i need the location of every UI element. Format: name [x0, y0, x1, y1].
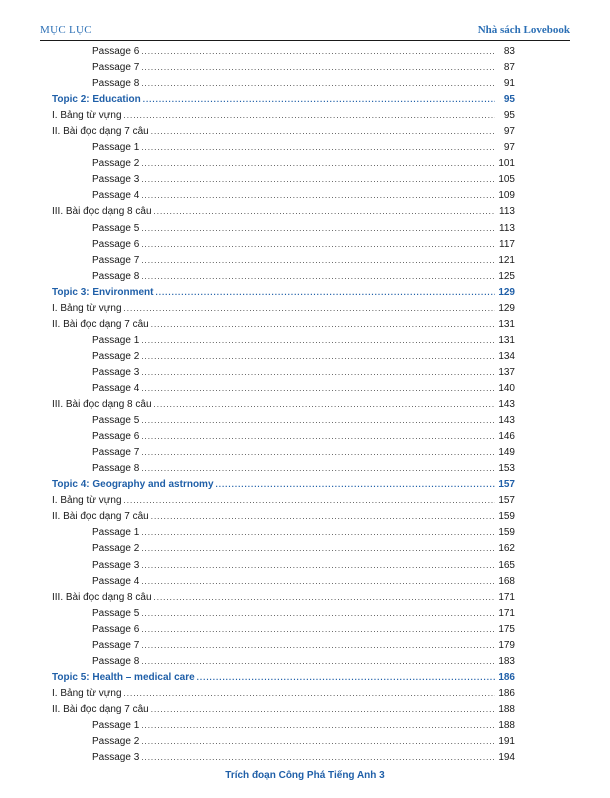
toc-entry-page-number: 113	[499, 206, 515, 218]
header-toc-title: MỤC LỤC	[40, 24, 92, 36]
toc-entry-label: Passage 4	[92, 382, 140, 394]
toc-entry-page-number: 143	[498, 399, 515, 411]
toc-entry-page-number: 91	[503, 78, 515, 90]
toc-entry-section[interactable]	[52, 301, 515, 317]
toc-entry-label: Passage 1	[92, 527, 140, 539]
toc-entry-label: Passage 3	[92, 174, 140, 186]
toc-entry-label: Passage 3	[92, 559, 140, 571]
dot-leader	[141, 253, 495, 269]
toc-entry-passage[interactable]	[52, 429, 515, 445]
toc-entry-label: I. Bảng từ vựng	[52, 110, 122, 122]
toc-entry-label: Passage 3	[92, 366, 140, 378]
toc-entry-label: Passage 4	[92, 190, 140, 202]
dot-leader	[141, 237, 495, 253]
toc-entry-label: II. Bài đọc dạng 7 câu	[52, 126, 149, 138]
toc-entry-passage[interactable]	[52, 221, 515, 237]
dot-leader	[124, 108, 495, 124]
dot-leader	[141, 654, 495, 670]
page-header	[40, 24, 570, 41]
dot-leader	[141, 718, 495, 734]
toc-entry-passage[interactable]	[52, 541, 515, 557]
toc-entry-page-number: 153	[498, 463, 515, 475]
dot-leader	[141, 140, 495, 156]
toc-entry-label: Passage 5	[92, 415, 140, 427]
toc-entry-passage[interactable]	[52, 381, 515, 397]
toc-entry-page-number: 159	[498, 511, 515, 523]
dot-leader	[124, 493, 495, 509]
page-footer: Trích đoạn Công Phá Tiếng Anh 3	[225, 770, 385, 781]
toc-entry-passage[interactable]	[52, 718, 515, 734]
dot-leader	[216, 477, 495, 493]
toc-entry-label: Passage 8	[92, 463, 140, 475]
dot-leader	[141, 734, 495, 750]
table-of-contents	[52, 44, 515, 766]
dot-leader	[141, 188, 495, 204]
dot-leader	[141, 349, 495, 365]
toc-entry-page-number: 171	[498, 591, 515, 603]
toc-entry-page-number: 175	[498, 623, 515, 635]
toc-entry-passage[interactable]	[52, 253, 515, 269]
dot-leader	[141, 606, 495, 622]
toc-entry-page-number: 183	[498, 655, 515, 667]
toc-entry-label: Topic 3: Environment	[52, 286, 154, 298]
toc-entry-topic[interactable]	[52, 477, 515, 493]
toc-entry-page-number: 131	[498, 318, 515, 330]
dot-leader	[141, 381, 495, 397]
toc-entry-passage[interactable]	[52, 461, 515, 477]
dot-leader	[156, 285, 496, 301]
toc-entry-page-number: 131	[498, 334, 515, 346]
toc-entry-topic[interactable]	[52, 285, 515, 301]
dot-leader	[151, 702, 495, 718]
toc-entry-page-number: 129	[498, 302, 515, 314]
toc-entry-label: III. Bài đọc dạng 8 câu	[52, 399, 152, 411]
dot-leader	[141, 429, 495, 445]
toc-entry-page-number: 117	[499, 238, 515, 250]
toc-entry-page-number: 129	[498, 286, 515, 298]
toc-entry-section[interactable]	[52, 590, 515, 606]
toc-entry-section[interactable]	[52, 686, 515, 702]
toc-entry-page-number: 121	[498, 254, 515, 266]
toc-entry-passage[interactable]	[52, 269, 515, 285]
toc-entry-label: Passage 6	[92, 431, 140, 443]
dot-leader	[141, 333, 495, 349]
toc-entry-passage[interactable]	[52, 413, 515, 429]
header-publisher: Nhà sách Lovebook	[477, 24, 570, 36]
toc-entry-label: Passage 7	[92, 254, 140, 266]
toc-entry-topic[interactable]	[52, 92, 515, 108]
toc-entry-label: Passage 3	[92, 752, 140, 764]
toc-entry-label: Passage 2	[92, 158, 140, 170]
dot-leader	[141, 638, 495, 654]
toc-entry-passage[interactable]	[52, 734, 515, 750]
dot-leader	[141, 461, 495, 477]
dot-leader	[143, 92, 495, 108]
toc-entry-page-number: 105	[498, 174, 515, 186]
toc-entry-section[interactable]	[52, 702, 515, 718]
toc-entry-page-number: 159	[498, 527, 515, 539]
toc-entry-label: Passage 7	[92, 447, 140, 459]
dot-leader	[151, 317, 495, 333]
toc-entry-section[interactable]	[52, 108, 515, 124]
dot-leader	[154, 204, 495, 220]
toc-entry-page-number: 140	[498, 382, 515, 394]
dot-leader	[141, 622, 495, 638]
toc-entry-page-number: 97	[503, 126, 515, 138]
toc-entry-passage[interactable]	[52, 638, 515, 654]
dot-leader	[154, 590, 495, 606]
dot-leader	[141, 750, 495, 766]
dot-leader	[197, 670, 495, 686]
toc-entry-page-number: 97	[503, 142, 515, 154]
toc-entry-label: Passage 8	[92, 655, 140, 667]
dot-leader	[141, 541, 495, 557]
toc-entry-page-number: 109	[498, 190, 515, 202]
toc-entry-passage[interactable]	[52, 654, 515, 670]
toc-entry-label: Passage 4	[92, 575, 140, 587]
toc-entry-page-number: 125	[498, 270, 515, 282]
toc-entry-label: I. Bảng từ vựng	[52, 687, 122, 699]
toc-entry-passage[interactable]	[52, 333, 515, 349]
dot-leader	[141, 156, 495, 172]
toc-entry-section[interactable]	[52, 493, 515, 509]
toc-entry-label: III. Bài đọc dạng 8 câu	[52, 591, 152, 603]
toc-entry-page-number: 165	[498, 559, 515, 571]
toc-entry-page-number: 168	[498, 575, 515, 587]
dot-leader	[141, 525, 495, 541]
dot-leader	[141, 413, 495, 429]
dot-leader	[141, 44, 495, 60]
dot-leader	[141, 60, 495, 76]
toc-entry-page-number: 157	[498, 479, 515, 491]
toc-entry-label: Passage 8	[92, 270, 140, 282]
toc-entry-page-number: 162	[498, 543, 515, 555]
toc-entry-page-number: 146	[498, 431, 515, 443]
toc-entry-label: I. Bảng từ vựng	[52, 495, 122, 507]
toc-entry-passage[interactable]	[52, 76, 515, 92]
toc-entry-passage[interactable]	[52, 365, 515, 381]
toc-entry-passage[interactable]	[52, 606, 515, 622]
toc-entry-label: Passage 7	[92, 639, 140, 651]
toc-entry-passage[interactable]	[52, 156, 515, 172]
toc-entry-label: Passage 5	[92, 222, 140, 234]
dot-leader	[141, 172, 495, 188]
toc-entry-label: Passage 5	[92, 607, 140, 619]
toc-entry-page-number: 143	[498, 415, 515, 427]
toc-entry-passage[interactable]	[52, 574, 515, 590]
toc-entry-page-number: 171	[498, 607, 515, 619]
toc-entry-passage[interactable]	[52, 237, 515, 253]
toc-entry-passage[interactable]	[52, 750, 515, 766]
toc-entry-page-number: 194	[498, 752, 515, 764]
toc-entry-label: I. Bảng từ vựng	[52, 302, 122, 314]
toc-entry-label: Passage 2	[92, 350, 140, 362]
toc-entry-page-number: 179	[498, 639, 515, 651]
toc-entry-page-number: 95	[503, 110, 515, 122]
dot-leader	[141, 558, 495, 574]
toc-entry-label: Topic 5: Health – medical care	[52, 671, 195, 683]
toc-entry-label: Passage 6	[92, 238, 140, 250]
toc-entry-page-number: 101	[498, 158, 515, 170]
toc-entry-section[interactable]	[52, 204, 515, 220]
toc-entry-section[interactable]	[52, 124, 515, 140]
dot-leader	[141, 574, 495, 590]
toc-entry-label: Passage 6	[92, 623, 140, 635]
toc-entry-page-number: 157	[498, 495, 515, 507]
toc-entry-page-number: 191	[498, 736, 515, 748]
toc-entry-page-number: 186	[498, 671, 515, 683]
toc-entry-passage[interactable]	[52, 44, 515, 60]
toc-entry-passage[interactable]	[52, 60, 515, 76]
toc-entry-passage[interactable]	[52, 172, 515, 188]
toc-entry-label: Passage 1	[92, 334, 140, 346]
toc-entry-label: Passage 6	[92, 46, 140, 57]
toc-entry-label: II. Bài đọc dạng 7 câu	[52, 318, 149, 330]
toc-entry-passage[interactable]	[52, 558, 515, 574]
toc-entry-passage[interactable]	[52, 349, 515, 365]
toc-entry-label: Passage 8	[92, 78, 140, 90]
dot-leader	[151, 509, 495, 525]
toc-entry-label: II. Bài đọc dạng 7 câu	[52, 703, 149, 715]
toc-entry-label: II. Bài đọc dạng 7 câu	[52, 511, 149, 523]
dot-leader	[124, 686, 495, 702]
toc-entry-passage[interactable]	[52, 525, 515, 541]
dot-leader	[141, 76, 495, 92]
dot-leader	[124, 301, 495, 317]
toc-entry-page-number: 134	[498, 350, 515, 362]
toc-entry-topic[interactable]	[52, 670, 515, 686]
toc-entry-label: Passage 2	[92, 736, 140, 748]
toc-entry-page-number: 83	[503, 46, 515, 57]
dot-leader	[141, 221, 495, 237]
dot-leader	[151, 124, 495, 140]
toc-entry-page-number: 186	[498, 687, 515, 699]
toc-entry-page-number: 95	[503, 94, 515, 106]
toc-entry-label: Passage 2	[92, 543, 140, 555]
toc-entry-page-number: 149	[498, 447, 515, 459]
dot-leader	[154, 397, 495, 413]
toc-entry-section[interactable]	[52, 509, 515, 525]
dot-leader	[141, 445, 495, 461]
toc-entry-label: Topic 2: Education	[52, 94, 141, 106]
toc-entry-section[interactable]	[52, 317, 515, 333]
toc-entry-page-number: 188	[498, 703, 515, 715]
toc-entry-label: Passage 1	[92, 142, 140, 154]
toc-entry-page-number: 87	[503, 62, 515, 74]
toc-entry-passage[interactable]	[52, 140, 515, 156]
toc-entry-page-number: 137	[498, 366, 515, 378]
toc-entry-page-number: 188	[498, 719, 515, 731]
toc-entry-passage[interactable]	[52, 622, 515, 638]
toc-entry-label: Passage 1	[92, 719, 140, 731]
toc-entry-section[interactable]	[52, 397, 515, 413]
toc-entry-passage[interactable]	[52, 445, 515, 461]
toc-entry-label: III. Bài đọc dạng 8 câu	[52, 206, 152, 218]
toc-entry-page-number: 113	[499, 222, 515, 234]
dot-leader	[141, 365, 495, 381]
toc-entry-label: Topic 4: Geography and astrnomy	[52, 479, 214, 491]
toc-entry-label: Passage 7	[92, 62, 140, 74]
dot-leader	[141, 269, 495, 285]
toc-entry-passage[interactable]	[52, 188, 515, 204]
